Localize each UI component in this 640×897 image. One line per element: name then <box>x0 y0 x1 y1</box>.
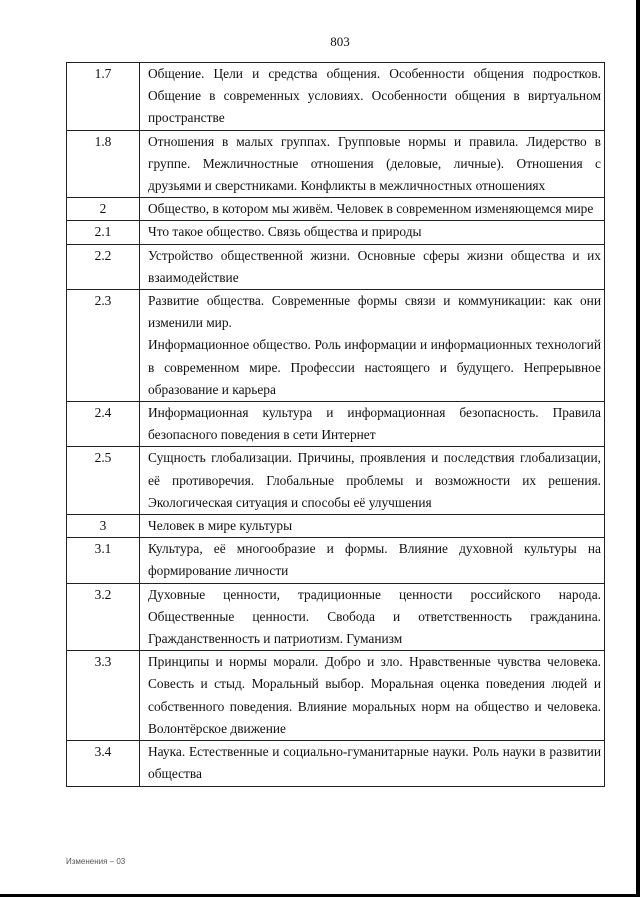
topic-paragraph: Сущность глобализации. Причины, проявления и последствия глобализации, её противоречия. Глобальные проблемы и возможности их решения. Экологическая ситуация и способы её улучшения <box>148 450 601 510</box>
section-topic <box>140 63 605 131</box>
page-number: 803 <box>330 34 350 49</box>
table-row <box>67 198 605 221</box>
table-row <box>67 583 605 651</box>
section-number: 2.5 <box>67 447 140 515</box>
table-row <box>67 447 605 515</box>
topic-paragraph: Культура, её многообразие и формы. Влияние духовной культуры на формирование личности <box>148 541 601 579</box>
topic-paragraph: Принципы и нормы морали. Добро и зло. Нравственные чувства человека. Совесть и стыд. Моральный выбор. Моральная оценка поведения людей и собственного поведения. Влияние моральных норм на общество и человека. Волонтёрское движение <box>148 654 601 736</box>
section-topic <box>140 402 605 447</box>
table-row <box>67 651 605 741</box>
section-number: 1.8 <box>67 130 140 198</box>
table-row <box>67 221 605 244</box>
section-number: 2.2 <box>67 244 140 289</box>
section-number: 3.4 <box>67 741 140 786</box>
section-topic <box>140 447 605 515</box>
section-number: 2 <box>67 198 140 221</box>
topic-paragraph: Развитие общества. Современные формы связи и коммуникации: как они изменили мир. <box>148 293 601 331</box>
section-topic <box>140 290 605 402</box>
section-number: 1.7 <box>67 63 140 131</box>
topic-paragraph: Человек в мире культуры <box>148 518 293 534</box>
section-number: 3.1 <box>67 538 140 583</box>
section-topic <box>140 244 605 289</box>
section-topic <box>140 130 605 198</box>
table-row <box>67 515 605 538</box>
topic-paragraph: Отношения в малых группах. Групповые нормы и правила. Лидерство в группе. Межличностные отношения (деловые, личные). Отношения с друзьями и сверстниками. Конфликты в межличностных отношениях <box>148 133 601 194</box>
section-topic <box>140 538 605 583</box>
table-row <box>67 130 605 198</box>
section-number: 3.2 <box>67 583 140 651</box>
table-row <box>67 244 605 289</box>
topic-paragraph: Общество, в котором мы живём. Человек в современном изменяющемся мире <box>148 201 594 217</box>
scan-edge-right <box>636 0 640 897</box>
section-topic <box>140 583 605 651</box>
section-number: 2.1 <box>67 221 140 244</box>
section-topic <box>140 221 605 244</box>
section-topic <box>140 741 605 786</box>
footer-revision: Изменения – 03 <box>66 857 126 866</box>
topic-paragraph: Информационное общество. Роль информации и информационных технологий в современном мире. Профессии настоящего и будущего. Непрерывное образование и карьера <box>148 337 601 397</box>
section-number: 3 <box>67 515 140 538</box>
section-topic <box>140 515 605 538</box>
section-topic <box>140 651 605 741</box>
section-number: 2.3 <box>67 290 140 402</box>
section-number: 3.3 <box>67 651 140 741</box>
section-topic <box>140 198 605 221</box>
topic-paragraph: Наука. Естественные и социально-гуманитарные науки. Роль науки в развитии общества <box>148 744 601 782</box>
table-row <box>67 290 605 402</box>
topic-paragraph: Общение. Цели и средства общения. Особенности общения подростков. Общение в современных условиях. Особенности общения в виртуальном пространстве <box>148 66 601 126</box>
section-number: 2.4 <box>67 402 140 447</box>
table-row <box>67 402 605 447</box>
table-row <box>67 741 605 786</box>
topic-paragraph: Духовные ценности, традиционные ценности российского народа. Общественные ценности. Свобода и ответственность гражданина. Гражданственность и патриотизм. Гуманизм <box>148 586 601 647</box>
table-row <box>67 538 605 583</box>
topic-paragraph: Устройство общественной жизни. Основные сферы жизни общества и их взаимодействие <box>148 247 601 285</box>
topic-paragraph: Информационная культура и информационная безопасность. Правила безопасного поведения в сети Интернет <box>148 405 601 443</box>
topic-paragraph: Что такое общество. Связь общества и природы <box>148 224 422 240</box>
table-body <box>67 63 605 787</box>
table-row <box>67 63 605 131</box>
curriculum-table <box>66 62 605 787</box>
